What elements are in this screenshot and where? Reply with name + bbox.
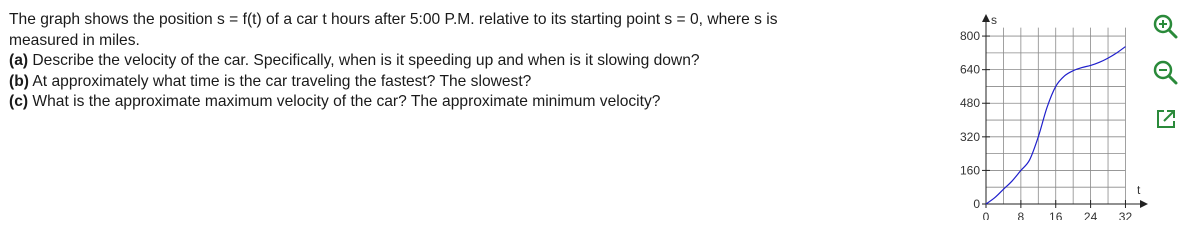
- y-tick-label: 640: [959, 62, 980, 77]
- x-tick-label: 24: [1083, 210, 1098, 220]
- part-a-label: (a): [9, 52, 29, 69]
- y-axis-arrow: [982, 14, 990, 22]
- problem-intro: [9, 10, 859, 51]
- position-graph: [930, 10, 1150, 220]
- zoom-out-button[interactable]: [1151, 58, 1181, 88]
- open-external-button[interactable]: [1151, 104, 1181, 134]
- y-tick-label: 0: [973, 197, 980, 211]
- zoom-in-button[interactable]: [1151, 12, 1181, 42]
- x-tick-label: 0: [982, 210, 990, 220]
- y-tick-label: 160: [959, 163, 980, 178]
- magnifier-plus-icon: [1151, 12, 1181, 42]
- x-tick-label: 16: [1049, 210, 1063, 220]
- y-tick-label: 800: [959, 29, 980, 44]
- x-tick-label: 8: [1017, 210, 1025, 220]
- part-b-text: At approximately what time is the car traveling the fastest? The slowest?: [32, 72, 532, 90]
- x-axis-label: t: [1137, 183, 1141, 197]
- problem-statement: [9, 10, 859, 113]
- part-c: [9, 92, 859, 113]
- y-tick-label: 480: [959, 96, 980, 111]
- x-tick-label: 32: [1118, 210, 1133, 220]
- part-c-text: What is the approximate maximum velocity of the car? The approximate minimum velocity?: [32, 93, 661, 110]
- intro-line-2: measured in miles.: [9, 31, 140, 49]
- y-tick-label: 320: [959, 129, 980, 144]
- y-axis-label: s: [991, 13, 997, 27]
- intro-line-1: The graph shows the position s = f(t) of a car t hours after 5:00 P.M. relative to its starting point s = 0, where s is: [9, 11, 778, 28]
- graph-grid: [986, 28, 1125, 204]
- part-b-label: (b): [9, 72, 29, 90]
- part-a-text: Describe the velocity of the car. Specifically, when is it speeding up and when is it slowing down?: [32, 52, 700, 69]
- part-a: [9, 51, 859, 72]
- magnifier-minus-icon: [1151, 58, 1181, 88]
- part-c-label: (c): [9, 93, 29, 110]
- graph-axes: [982, 14, 1148, 208]
- open-external-icon: [1151, 104, 1181, 134]
- x-axis-arrow: [1140, 200, 1148, 208]
- part-b: [9, 72, 859, 93]
